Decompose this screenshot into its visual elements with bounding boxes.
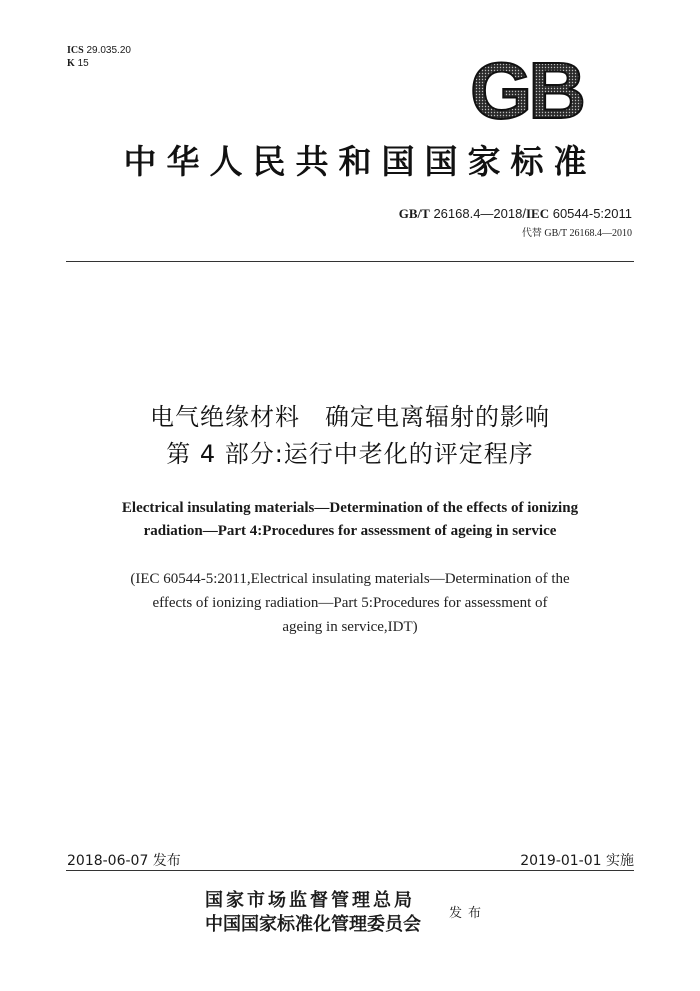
gbt-prefix: GB/T: [398, 206, 430, 221]
national-standard-title: 中华人民共和国国家标准: [123, 142, 597, 181]
ics-line: [67, 44, 131, 57]
title-zh-line2: 第 4 部分:运行中老化的评定程序: [166, 440, 534, 468]
k-line: [67, 57, 131, 70]
header-divider: [66, 261, 634, 262]
implementation-date: 2019-01-01 实施: [520, 853, 634, 869]
title-zh-line1: 电气绝缘材料 确定电离辐射的影响: [150, 403, 550, 431]
ics-label: ICS: [67, 45, 84, 56]
replaces-note: 代替 GB/T 26168.4—2010: [521, 228, 632, 239]
issuer-sac: 中国国家标准化管理委员会: [205, 914, 421, 935]
issue-date: 2018-06-07 发布: [67, 853, 181, 869]
iec-reference-line3: ageing in service,IDT): [282, 619, 418, 635]
publish-label: 发布: [449, 906, 488, 921]
gbt-number: 26168.4—2018/: [433, 206, 526, 221]
ics-code: 29.035.20: [86, 45, 131, 56]
iec-number: 60544-5:2011: [552, 206, 632, 221]
standard-number: [399, 206, 632, 222]
iec-reference-line2: effects of ionizing radiation—Part 5:Procedures for assessment of: [152, 595, 548, 611]
iec-reference-line1: (IEC 60544-5:2011,Electrical insulating materials—Determination of the: [130, 571, 570, 587]
footer-divider: [66, 870, 634, 871]
k-label: K: [67, 58, 75, 69]
iec-prefix: IEC: [525, 206, 550, 221]
iec-reference: [50, 567, 650, 639]
title-en-line1: Electrical insulating materials—Determination of the effects of ionizing: [121, 500, 579, 516]
gb-logo: [454, 54, 598, 126]
title-en-line2: radiation—Part 4:Procedures for assessment of ageing in service: [143, 523, 557, 539]
gb-logo-text: GB: [470, 54, 582, 126]
title-en: [50, 497, 650, 543]
issuer-samr: 国家市场监督管理总局: [205, 890, 415, 911]
classification-codes: [67, 44, 131, 70]
k-code: 15: [77, 58, 89, 69]
